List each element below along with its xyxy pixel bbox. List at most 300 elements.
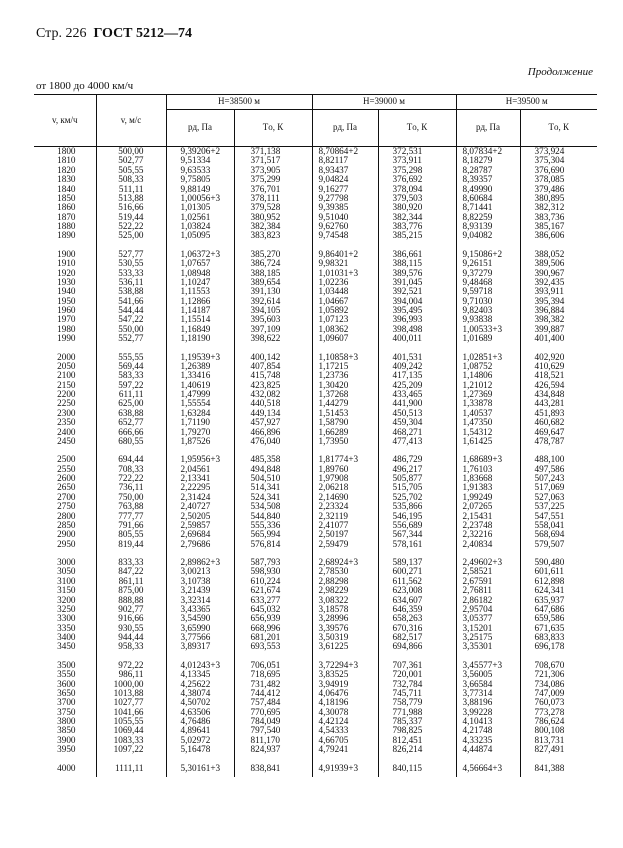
cell-v-kmh: 1860 bbox=[57, 202, 76, 213]
cell-pressure-3: 1,27369 bbox=[456, 390, 520, 399]
cell-pressure-2: 3,28996 bbox=[312, 614, 378, 623]
cell-temperature-2: 745,711 bbox=[378, 689, 456, 698]
cell-temperature-1: 811,170 bbox=[234, 736, 312, 745]
cell-v-kmh: 3150 bbox=[57, 585, 76, 596]
table-row bbox=[34, 745, 597, 754]
cell-temperature-1: 388,185 bbox=[234, 269, 312, 278]
cell-pressure-2: 2,32119 bbox=[312, 512, 378, 521]
cell-pressure-3: 8,82259 bbox=[456, 213, 520, 222]
cell-temperature-3: 579,507 bbox=[520, 540, 597, 549]
cell-pressure-1: 3,54590 bbox=[166, 614, 234, 623]
cell-v-ms: 930,55 bbox=[96, 624, 166, 633]
cell-temperature-2: 383,776 bbox=[378, 222, 456, 231]
cell-pressure-1: 2,31424 bbox=[166, 493, 234, 502]
cell-pressure-2: 1,03448 bbox=[312, 287, 378, 296]
cell-pressure-3: 1,02851+3 bbox=[456, 353, 520, 362]
cell-v-kmh: 3900 bbox=[57, 734, 76, 745]
cell-temperature-3: 488,100 bbox=[520, 455, 597, 464]
cell-temperature-3: 517,069 bbox=[520, 483, 597, 492]
cell-temperature-2: 459,304 bbox=[378, 418, 456, 427]
cell-pressure-1: 1,47999 bbox=[166, 390, 234, 399]
cell-temperature-1: 797,540 bbox=[234, 726, 312, 735]
cell-pressure-3: 1,83668 bbox=[456, 474, 520, 483]
cell-pressure-2: 9,62760 bbox=[312, 222, 378, 231]
cell-temperature-2: 398,498 bbox=[378, 325, 456, 334]
cell-v-ms: 694,44 bbox=[96, 455, 166, 464]
cell-temperature-1: 395,603 bbox=[234, 315, 312, 324]
cell-v-ms: 1041,66 bbox=[96, 708, 166, 717]
cell-pressure-3: 1,21012 bbox=[456, 381, 520, 390]
cell-pressure-3: 1,01689 bbox=[456, 334, 520, 343]
cell-pressure-1: 2,59857 bbox=[166, 521, 234, 530]
cell-temperature-3: 612,898 bbox=[520, 577, 597, 586]
cell-pressure-1: 4,89641 bbox=[166, 726, 234, 735]
cell-pressure-3: 9,82403 bbox=[456, 306, 520, 315]
cell-temperature-2: 515,705 bbox=[378, 483, 456, 492]
cell-temperature-2: 400,011 bbox=[378, 334, 456, 343]
cell-temperature-2: 600,271 bbox=[378, 567, 456, 576]
cell-temperature-2: 385,215 bbox=[378, 231, 456, 240]
cell-pressure-3: 1,91383 bbox=[456, 483, 520, 492]
cell-v-ms: 550,00 bbox=[96, 325, 166, 334]
cell-temperature-1: 718,695 bbox=[234, 670, 312, 679]
cell-pressure-1: 2,69684 bbox=[166, 530, 234, 539]
cell-pressure-3: 9,71030 bbox=[456, 297, 520, 306]
cell-temperature-1: 784,049 bbox=[234, 717, 312, 726]
cell-pressure-1: 1,03824 bbox=[166, 222, 234, 231]
cell-pressure-2: 4,66705 bbox=[312, 736, 378, 745]
cell-pressure-3: 3,05377 bbox=[456, 614, 520, 623]
cell-temperature-1: 544,840 bbox=[234, 512, 312, 521]
cell-v-kmh: 2950 bbox=[57, 538, 76, 549]
cell-pressure-2: 1,97908 bbox=[312, 474, 378, 483]
cell-temperature-3: 418,521 bbox=[520, 371, 597, 380]
cell-temperature-2: 395,495 bbox=[378, 306, 456, 315]
cell-temperature-1: 576,814 bbox=[234, 540, 312, 549]
cell-pressure-1: 4,13345 bbox=[166, 670, 234, 679]
cell-pressure-3: 3,35301 bbox=[456, 642, 520, 651]
cell-v-kmh: 2200 bbox=[57, 389, 76, 399]
cell-temperature-1: 693,553 bbox=[234, 642, 312, 651]
table-row bbox=[34, 642, 597, 651]
cell-v-ms: 805,55 bbox=[96, 530, 166, 539]
cell-pressure-2: 1,44279 bbox=[312, 399, 378, 408]
cell-pressure-2: 9,86401+2 bbox=[312, 250, 378, 259]
cell-temperature-2: 450,513 bbox=[378, 409, 456, 418]
table-row bbox=[34, 334, 597, 343]
table-row bbox=[34, 231, 597, 240]
cell-temperature-1: 423,825 bbox=[234, 381, 312, 390]
cell-pressure-3: 9,59718 bbox=[456, 287, 520, 296]
cell-pressure-1: 4,63506 bbox=[166, 708, 234, 717]
cell-pressure-3: 9,37279 bbox=[456, 269, 520, 278]
cell-temperature-2: 798,825 bbox=[378, 726, 456, 735]
cell-v-ms: 522,22 bbox=[96, 222, 166, 231]
cell-pressure-1: 2,50205 bbox=[166, 512, 234, 521]
cell-temperature-2: 389,576 bbox=[378, 269, 456, 278]
cell-pressure-1: 2,89862+3 bbox=[166, 558, 234, 567]
cell-v-kmh: 3200 bbox=[57, 594, 76, 605]
cell-pressure-2: 2,50197 bbox=[312, 530, 378, 539]
cell-v-ms: 1027,77 bbox=[96, 698, 166, 707]
cell-pressure-1: 5,30161+3 bbox=[166, 764, 234, 777]
cell-temperature-3: 601,611 bbox=[520, 567, 597, 576]
cell-v-kmh: 3300 bbox=[57, 613, 76, 624]
cell-pressure-1: 1,11553 bbox=[166, 287, 234, 296]
cell-v-kmh: 2000 bbox=[57, 351, 76, 362]
standard-code: ГОСТ 5212—74 bbox=[93, 26, 193, 41]
cell-pressure-3: 4,56664+3 bbox=[456, 764, 520, 777]
cell-v-kmh: 3350 bbox=[57, 622, 76, 633]
cell-temperature-2: 840,115 bbox=[378, 764, 456, 777]
cell-pressure-1: 4,76486 bbox=[166, 717, 234, 726]
cell-pressure-1: 5,02972 bbox=[166, 736, 234, 745]
cell-pressure-3: 1,76103 bbox=[456, 465, 520, 474]
cell-v-kmh: 2750 bbox=[57, 501, 76, 512]
cell-v-ms: 611,11 bbox=[96, 390, 166, 399]
cell-temperature-3: 635,937 bbox=[520, 596, 597, 605]
cell-temperature-3: 392,435 bbox=[520, 278, 597, 287]
cell-pressure-1: 3,21439 bbox=[166, 586, 234, 595]
cell-v-ms: 505,55 bbox=[96, 166, 166, 175]
cell-temperature-1: 633,277 bbox=[234, 596, 312, 605]
cell-pressure-2: 4,42124 bbox=[312, 717, 378, 726]
cell-temperature-2: 373,911 bbox=[378, 156, 456, 165]
cell-v-ms: 533,33 bbox=[96, 269, 166, 278]
cell-temperature-1: 610,224 bbox=[234, 577, 312, 586]
cell-v-ms: 1013,88 bbox=[96, 689, 166, 698]
cell-temperature-1: 375,299 bbox=[234, 175, 312, 184]
cell-pressure-2: 3,50319 bbox=[312, 633, 378, 642]
cell-v-ms: 519,44 bbox=[96, 213, 166, 222]
cell-v-ms: 544,44 bbox=[96, 306, 166, 315]
col-header-v-ms: v, м/с bbox=[96, 95, 166, 147]
cell-temperature-3: 376,690 bbox=[520, 166, 597, 175]
cell-temperature-2: 417,135 bbox=[378, 371, 456, 380]
cell-temperature-3: 401,400 bbox=[520, 334, 597, 343]
col-header-temperature: Tо, К bbox=[234, 110, 312, 147]
cell-pressure-3: 1,68689+3 bbox=[456, 455, 520, 464]
cell-pressure-1: 4,01243+3 bbox=[166, 661, 234, 670]
cell-v-kmh: 1850 bbox=[57, 192, 76, 203]
cell-pressure-1: 1,12866 bbox=[166, 297, 234, 306]
cell-v-kmh: 1820 bbox=[57, 164, 76, 175]
cell-temperature-3: 375,304 bbox=[520, 156, 597, 165]
cell-temperature-1: 415,748 bbox=[234, 371, 312, 380]
cell-temperature-1: 440,518 bbox=[234, 399, 312, 408]
cell-temperature-1: 744,412 bbox=[234, 689, 312, 698]
cell-pressure-3: 2,67591 bbox=[456, 577, 520, 586]
cell-temperature-2: 720,001 bbox=[378, 670, 456, 679]
cell-temperature-3: 451,893 bbox=[520, 409, 597, 418]
cell-pressure-3: 9,48468 bbox=[456, 278, 520, 287]
cell-v-ms: 1000,00 bbox=[96, 680, 166, 689]
cell-pressure-3: 9,15086+2 bbox=[456, 250, 520, 259]
cell-pressure-2: 9,04824 bbox=[312, 175, 378, 184]
cell-v-kmh: 1900 bbox=[57, 248, 76, 259]
cell-temperature-1: 376,701 bbox=[234, 185, 312, 194]
cell-v-ms: 652,77 bbox=[96, 418, 166, 427]
cell-v-kmh: 3650 bbox=[57, 687, 76, 698]
cell-temperature-2: 634,607 bbox=[378, 596, 456, 605]
cell-pressure-1: 3,89317 bbox=[166, 642, 234, 651]
cell-v-ms: 536,11 bbox=[96, 278, 166, 287]
cell-pressure-1: 1,07657 bbox=[166, 259, 234, 268]
cell-v-ms: 638,88 bbox=[96, 409, 166, 418]
cell-temperature-1: 524,341 bbox=[234, 493, 312, 502]
cell-pressure-1: 5,16478 bbox=[166, 745, 234, 754]
cell-pressure-2: 1,01031+3 bbox=[312, 269, 378, 278]
cell-temperature-1: 386,724 bbox=[234, 259, 312, 268]
cell-pressure-1: 1,79270 bbox=[166, 428, 234, 437]
cell-temperature-1: 466,896 bbox=[234, 428, 312, 437]
cell-pressure-2: 1,58790 bbox=[312, 418, 378, 427]
col-header-pressure: pд, Па bbox=[312, 110, 378, 147]
cell-temperature-1: 389,654 bbox=[234, 278, 312, 287]
col-header-altitude-1: H=38500 м bbox=[166, 95, 312, 110]
cell-temperature-1: 555,336 bbox=[234, 521, 312, 530]
cell-v-kmh: 1800 bbox=[57, 146, 76, 156]
cell-temperature-3: 434,848 bbox=[520, 390, 597, 399]
cell-v-ms: 502,77 bbox=[96, 156, 166, 165]
cell-pressure-2: 3,61225 bbox=[312, 642, 378, 651]
cell-pressure-3: 9,04082 bbox=[456, 231, 520, 240]
cell-temperature-1: 383,823 bbox=[234, 231, 312, 240]
cell-v-ms: 791,66 bbox=[96, 521, 166, 530]
cell-temperature-2: 378,094 bbox=[378, 185, 456, 194]
cell-v-ms: 875,00 bbox=[96, 586, 166, 595]
cell-v-ms: 902,77 bbox=[96, 605, 166, 614]
cell-pressure-1: 3,10738 bbox=[166, 577, 234, 586]
cell-pressure-2: 2,59479 bbox=[312, 540, 378, 549]
cell-v-ms: 666,66 bbox=[96, 428, 166, 437]
cell-temperature-1: 432,082 bbox=[234, 390, 312, 399]
cell-temperature-3: 380,895 bbox=[520, 194, 597, 203]
cell-temperature-3: 379,486 bbox=[520, 185, 597, 194]
cell-pressure-2: 1,09607 bbox=[312, 334, 378, 343]
col-header-pressure: pд, Па bbox=[456, 110, 520, 147]
cell-temperature-3: 373,924 bbox=[520, 147, 597, 157]
cell-pressure-3: 8,93139 bbox=[456, 222, 520, 231]
cell-pressure-1: 4,50702 bbox=[166, 698, 234, 707]
cell-pressure-2: 9,98321 bbox=[312, 259, 378, 268]
cell-temperature-1: 757,484 bbox=[234, 698, 312, 707]
cell-temperature-3: 827,491 bbox=[520, 745, 597, 754]
cell-pressure-3: 8,60684 bbox=[456, 194, 520, 203]
cell-v-ms: 500,00 bbox=[96, 147, 166, 157]
cell-pressure-3: 9,26151 bbox=[456, 259, 520, 268]
cell-pressure-1: 1,15514 bbox=[166, 315, 234, 324]
cell-temperature-1: 382,384 bbox=[234, 222, 312, 231]
cell-v-kmh: 3850 bbox=[57, 725, 76, 736]
cell-pressure-1: 3,32314 bbox=[166, 596, 234, 605]
cell-temperature-1: 380,952 bbox=[234, 213, 312, 222]
cell-temperature-1: 407,854 bbox=[234, 362, 312, 371]
cell-pressure-1: 1,16849 bbox=[166, 325, 234, 334]
cell-v-kmh: 2850 bbox=[57, 519, 76, 530]
data-table bbox=[34, 94, 597, 777]
cell-temperature-3: 624,341 bbox=[520, 586, 597, 595]
cell-temperature-2: 567,344 bbox=[378, 530, 456, 539]
cell-v-ms: 508,33 bbox=[96, 175, 166, 184]
cell-pressure-1: 1,63284 bbox=[166, 409, 234, 418]
cell-pressure-2: 4,54333 bbox=[312, 726, 378, 735]
cell-pressure-3: 3,66584 bbox=[456, 680, 520, 689]
cell-temperature-1: 731,482 bbox=[234, 680, 312, 689]
cell-temperature-1: 385,270 bbox=[234, 250, 312, 259]
cell-v-ms: 516,66 bbox=[96, 203, 166, 212]
cell-pressure-1: 1,14187 bbox=[166, 306, 234, 315]
cell-pressure-3: 2,95704 bbox=[456, 605, 520, 614]
table-row bbox=[34, 540, 597, 549]
cell-pressure-1: 1,55554 bbox=[166, 399, 234, 408]
cell-pressure-2: 9,51040 bbox=[312, 213, 378, 222]
cell-temperature-1: 397,109 bbox=[234, 325, 312, 334]
cell-temperature-3: 460,682 bbox=[520, 418, 597, 427]
cell-pressure-1: 1,00056+3 bbox=[166, 194, 234, 203]
cell-v-ms: 625,00 bbox=[96, 399, 166, 408]
continuation-label: Продолжение bbox=[527, 66, 593, 78]
cell-pressure-2: 3,72294+3 bbox=[312, 661, 378, 670]
page-header bbox=[36, 26, 192, 42]
cell-pressure-2: 1,10858+3 bbox=[312, 353, 378, 362]
cell-temperature-2: 578,161 bbox=[378, 540, 456, 549]
cell-temperature-2: 670,316 bbox=[378, 624, 456, 633]
cell-temperature-3: 410,629 bbox=[520, 362, 597, 371]
cell-pressure-2: 2,98229 bbox=[312, 586, 378, 595]
cell-pressure-2: 9,39385 bbox=[312, 203, 378, 212]
cell-pressure-3: 8,07834+2 bbox=[456, 147, 520, 157]
cell-pressure-2: 2,68924+3 bbox=[312, 558, 378, 567]
cell-pressure-2: 1,73950 bbox=[312, 437, 378, 446]
cell-pressure-1: 1,40619 bbox=[166, 381, 234, 390]
cell-pressure-1: 1,95956+3 bbox=[166, 455, 234, 464]
cell-temperature-2: 758,779 bbox=[378, 698, 456, 707]
cell-pressure-3: 2,86182 bbox=[456, 596, 520, 605]
cell-v-kmh: 1970 bbox=[57, 314, 76, 325]
cell-temperature-3: 390,967 bbox=[520, 269, 597, 278]
cell-pressure-2: 1,07123 bbox=[312, 315, 378, 324]
cell-v-kmh: 1990 bbox=[57, 333, 76, 344]
cell-pressure-2: 3,39576 bbox=[312, 624, 378, 633]
cell-pressure-1: 9,88149 bbox=[166, 185, 234, 194]
cell-v-kmh: 2900 bbox=[57, 529, 76, 540]
cell-temperature-3: 568,694 bbox=[520, 530, 597, 539]
cell-pressure-3: 1,08752 bbox=[456, 362, 520, 371]
cell-temperature-3: 696,178 bbox=[520, 642, 597, 651]
cell-pressure-2: 1,66289 bbox=[312, 428, 378, 437]
cell-v-ms: 552,77 bbox=[96, 334, 166, 343]
cell-temperature-3: 786,624 bbox=[520, 717, 597, 726]
cell-temperature-3: 386,606 bbox=[520, 231, 597, 240]
table-row bbox=[34, 437, 597, 446]
cell-pressure-2: 1,02236 bbox=[312, 278, 378, 287]
cell-temperature-1: 476,040 bbox=[234, 437, 312, 446]
cell-temperature-1: 645,032 bbox=[234, 605, 312, 614]
cell-v-ms: 511,11 bbox=[96, 185, 166, 194]
col-header-v-kmh: v, км/ч bbox=[34, 95, 96, 147]
cell-pressure-3: 2,49602+3 bbox=[456, 558, 520, 567]
cell-temperature-1: 400,142 bbox=[234, 353, 312, 362]
cell-pressure-2: 9,74548 bbox=[312, 231, 378, 240]
cell-temperature-3: 659,586 bbox=[520, 614, 597, 623]
cell-temperature-3: 773,278 bbox=[520, 708, 597, 717]
cell-pressure-3: 3,25175 bbox=[456, 633, 520, 642]
cell-pressure-3: 1,00533+3 bbox=[456, 325, 520, 334]
cell-pressure-3: 9,93838 bbox=[456, 315, 520, 324]
cell-pressure-2: 4,18196 bbox=[312, 698, 378, 707]
cell-temperature-1: 494,848 bbox=[234, 465, 312, 474]
cell-pressure-3: 2,40834 bbox=[456, 540, 520, 549]
cell-pressure-3: 8,71441 bbox=[456, 203, 520, 212]
cell-temperature-3: 537,225 bbox=[520, 502, 597, 511]
cell-v-kmh: 3750 bbox=[57, 706, 76, 717]
cell-pressure-1: 1,06372+3 bbox=[166, 250, 234, 259]
cell-temperature-3: 389,506 bbox=[520, 259, 597, 268]
cell-temperature-2: 380,920 bbox=[378, 203, 456, 212]
cell-v-kmh: 2550 bbox=[57, 463, 76, 474]
cell-pressure-1: 9,39206+2 bbox=[166, 147, 234, 157]
cell-temperature-1: 449,134 bbox=[234, 409, 312, 418]
cell-temperature-2: 589,137 bbox=[378, 558, 456, 567]
cell-pressure-1: 4,38074 bbox=[166, 689, 234, 698]
cell-temperature-1: 485,358 bbox=[234, 455, 312, 464]
cell-pressure-2: 1,08362 bbox=[312, 325, 378, 334]
cell-v-kmh: 3700 bbox=[57, 697, 76, 708]
cell-pressure-3: 3,77314 bbox=[456, 689, 520, 698]
cell-pressure-3: 4,10413 bbox=[456, 717, 520, 726]
cell-pressure-2: 2,88298 bbox=[312, 577, 378, 586]
cell-temperature-1: 668,996 bbox=[234, 624, 312, 633]
cell-v-ms: 530,55 bbox=[96, 259, 166, 268]
cell-temperature-2: 732,784 bbox=[378, 680, 456, 689]
cell-pressure-3: 3,15201 bbox=[456, 624, 520, 633]
cell-pressure-2: 9,27798 bbox=[312, 194, 378, 203]
table-body bbox=[34, 147, 597, 777]
col-header-altitude-2: H=39000 м bbox=[312, 95, 456, 110]
cell-v-kmh: 2300 bbox=[57, 407, 76, 418]
cell-pressure-3: 2,76811 bbox=[456, 586, 520, 595]
cell-temperature-2: 391,045 bbox=[378, 278, 456, 287]
cell-temperature-1: 392,614 bbox=[234, 297, 312, 306]
cell-temperature-2: 525,702 bbox=[378, 493, 456, 502]
cell-temperature-2: 535,866 bbox=[378, 502, 456, 511]
cell-v-kmh: 1880 bbox=[57, 221, 76, 231]
cell-pressure-1: 2,22295 bbox=[166, 483, 234, 492]
cell-temperature-2: 826,214 bbox=[378, 745, 456, 754]
cell-pressure-1: 2,04561 bbox=[166, 465, 234, 474]
cell-v-kmh: 2650 bbox=[57, 482, 76, 493]
cell-pressure-1: 9,63533 bbox=[166, 166, 234, 175]
cell-pressure-3: 3,45577+3 bbox=[456, 661, 520, 670]
cell-temperature-3: 671,635 bbox=[520, 624, 597, 633]
cell-v-ms: 1083,33 bbox=[96, 736, 166, 745]
cell-temperature-3: 760,073 bbox=[520, 698, 597, 707]
cell-v-ms: 833,33 bbox=[96, 558, 166, 567]
cell-temperature-2: 433,465 bbox=[378, 390, 456, 399]
cell-v-kmh: 1830 bbox=[57, 174, 76, 185]
cell-pressure-1: 3,77566 bbox=[166, 633, 234, 642]
cell-v-ms: 541,66 bbox=[96, 297, 166, 306]
cell-pressure-1: 1,19539+3 bbox=[166, 353, 234, 362]
cell-temperature-2: 707,361 bbox=[378, 661, 456, 670]
cell-pressure-3: 4,44874 bbox=[456, 745, 520, 754]
cell-temperature-1: 457,927 bbox=[234, 418, 312, 427]
cell-pressure-3: 2,15431 bbox=[456, 512, 520, 521]
cell-temperature-3: 721,306 bbox=[520, 670, 597, 679]
cell-temperature-1: 656,939 bbox=[234, 614, 312, 623]
cell-v-kmh: 1810 bbox=[57, 155, 76, 166]
